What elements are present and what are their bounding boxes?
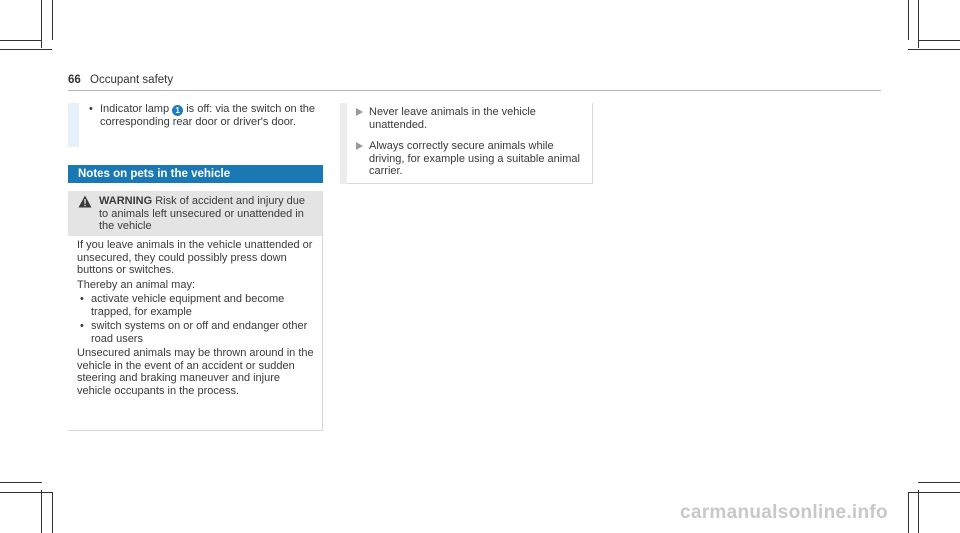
crop-mark (52, 492, 53, 533)
tip-stripe (340, 103, 347, 184)
lamp-number-badge: 1 (172, 105, 183, 116)
crop-mark (908, 492, 909, 533)
crop-mark (52, 0, 53, 40)
warning-title (99, 195, 317, 233)
warning-paragraph: Thereby an animal may: (77, 278, 195, 291)
crop-mark (0, 492, 52, 493)
warning-body (68, 236, 322, 397)
watermark: carmanualsonline.info (680, 502, 888, 523)
warning-box (68, 191, 323, 431)
crop-mark (0, 49, 52, 50)
arrow-right-icon (356, 142, 363, 150)
warning-triangle-icon (78, 195, 92, 208)
page-number: 66 (68, 74, 81, 86)
continuation-bar (68, 103, 79, 147)
page-header (68, 74, 881, 91)
crop-mark (908, 492, 960, 493)
warning-header (68, 191, 322, 236)
arrow-right-icon (356, 108, 363, 116)
crop-mark (41, 0, 42, 48)
warning-paragraph: Unsecured animals may be thrown around in the vehicle in the event of an accident or sudden steering and braking maneuver and injure vehicle occupants in the process. (77, 347, 314, 397)
section-title: Occupant safety (90, 74, 174, 86)
tip-box (340, 103, 593, 184)
indicator-text-before: Indicator lamp (100, 103, 173, 115)
warning-title-text: Risk of accident and injury due to animals left unsecured or unattended in the vehicle (99, 195, 306, 232)
list-item (86, 103, 322, 129)
warning-label: WARNING (99, 195, 153, 207)
indicator-text-after: is off: via the switch on the corresponding rear door or driver's door. (100, 103, 316, 128)
tip-text: Always correctly secure animals while driving, for example using a suitable animal carrier. (369, 140, 580, 177)
crop-mark (918, 482, 960, 483)
tip-item (356, 140, 589, 178)
warning-paragraph: If you leave animals in the vehicle unattended or unsecured, they could possibly press down buttons or switches. (77, 239, 313, 276)
tip-item (356, 106, 589, 131)
crop-mark (918, 490, 919, 533)
crop-mark (918, 40, 960, 41)
crop-mark (908, 0, 909, 40)
list-item: • switch systems on or off and endanger other road users (77, 320, 314, 345)
tip-text: Never leave animals in the vehicle unattended. (369, 106, 536, 131)
crop-mark (918, 0, 919, 48)
crop-mark (0, 482, 42, 483)
crop-mark (0, 40, 42, 41)
indicator-bullet (86, 103, 322, 129)
section-heading: Notes on pets in the vehicle (68, 165, 323, 183)
crop-mark (41, 490, 42, 533)
list-item: • activate vehicle equipment and become trapped, for example (77, 293, 314, 318)
crop-mark (908, 49, 960, 50)
